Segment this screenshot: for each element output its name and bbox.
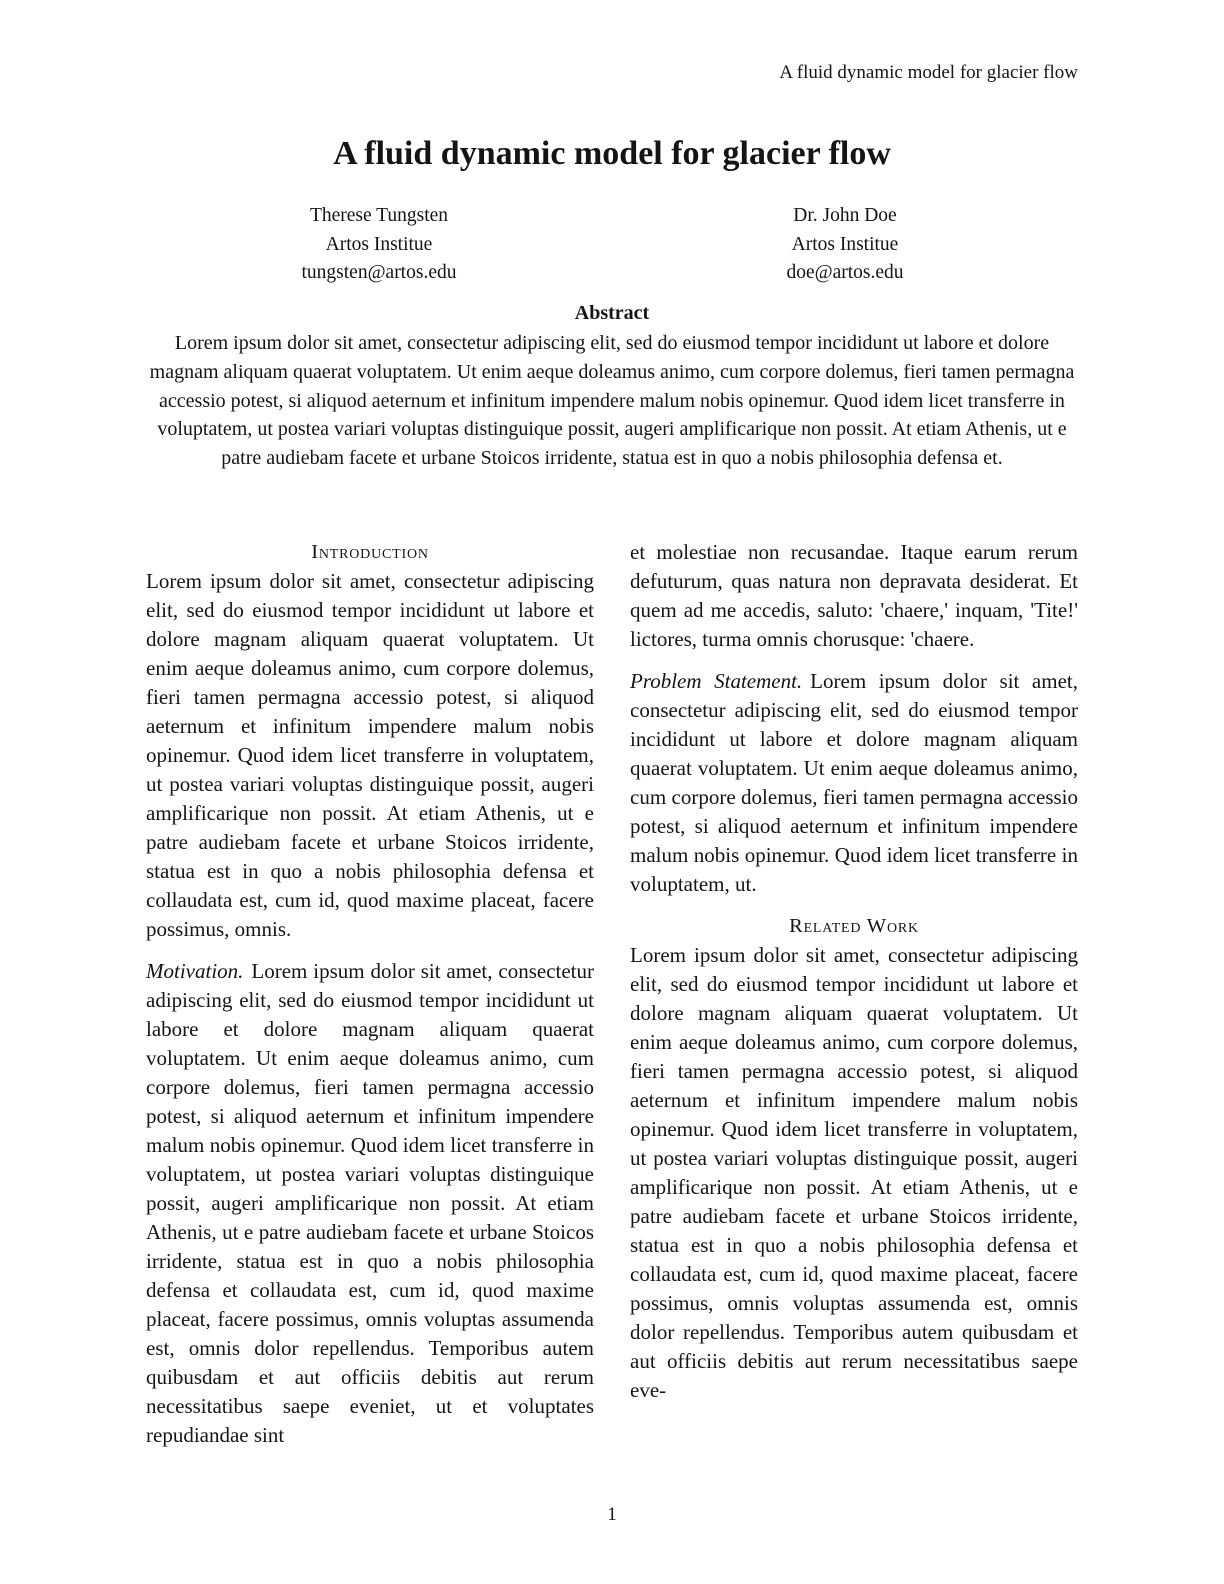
page-number: 1 xyxy=(607,1504,617,1525)
body-columns xyxy=(146,538,1078,1463)
author-affiliation: Artos Institue xyxy=(791,233,899,255)
author-email: tungsten@artos.edu xyxy=(301,262,457,283)
problem-statement-label: Problem Statement. xyxy=(630,669,803,693)
introduction-paragraph: Lorem ipsum dolor sit amet, consectetur adipiscing elit, sed do eiusmod tempor incididunt ut labore et dolore magnam aliquam quaerat voluptatem. Ut enim aeque doleamus animo, cum corpore dolemus, fieri tamen permagna accessio potest, si aliquod aeternum et infinitum impendere malum nobis opinemur. Quod idem licet transferre in voluptatem, ut postea variari voluptas distinguique possit, augeri amplificarique non possit. At etiam Athenis, ut e patre audiebam facete et urbane Stoicos irridente, statua est in quo a nobis philosophia defensa et collaudata est, cum id, quod maxime placeat, facere possimus, omnis. xyxy=(146,569,594,941)
author-2 xyxy=(612,202,1078,288)
author-block xyxy=(146,202,1078,288)
motivation-label: Motivation. xyxy=(146,959,244,983)
paper-title: A fluid dynamic model for glacier flow xyxy=(333,135,891,172)
author-email: doe@artos.edu xyxy=(786,262,904,283)
related-work-paragraph: Lorem ipsum dolor sit amet, consectetur adipiscing elit, sed do eiusmod tempor incididunt ut labore et dolore magnam aliquam quaerat voluptatem. Ut enim aeque doleamus animo, cum corpore dolemus, fieri tamen permagna accessio potest, si aliquod aeternum et infinitum impendere malum nobis opinemur. Quod idem licet transferre in voluptatem, ut postea variari voluptas distinguique possit, augeri amplificarique non possit. At etiam Athenis, ut e patre audiebam facete et urbane Stoicos irridente, statua est in quo a nobis philosophia defensa et collaudata est, cum id, quod maxime placeat, facere possimus, omnis voluptas assumenda est, omnis dolor repellendus. Temporibus autem quibusdam et aut officiis debitis aut rerum necessitatibus saepe eve- xyxy=(630,943,1078,1402)
column-right xyxy=(630,538,1078,1463)
column-left xyxy=(146,538,594,1463)
abstract-text: Lorem ipsum dolor sit amet, consectetur adipiscing elit, sed do eiusmod tempor incididunt ut labore et dolore magnam aliquam quaerat voluptatem. Ut enim aeque doleamus animo, cum corpore dolemus, fieri tamen permagna accessio potest, si aliquod aeternum et infinitum impendere malum nobis opinemur. Quod idem licet transferre in voluptatem, ut postea variari voluptas distinguique possit, augeri amplificarique non possit. At etiam Athenis, ut e patre audiebam facete et urbane Stoicos irridente, statua est in quo a nobis philosophia defensa et. xyxy=(149,332,1075,470)
motivation-continuation-paragraph: et molestiae non recusandae. Itaque earum rerum defuturum, quas natura non depravata desiderat. Et quem ad me accedis, saluto: 'chaere,' inquam, 'Tite!' lictores, turma omnis chorusque: 'chaere. xyxy=(630,540,1078,651)
problem-statement-text: Lorem ipsum dolor sit amet, consectetur adipiscing elit, sed do eiusmod tempor incididunt ut labore et dolore magnam aliquam quaerat voluptatem. Ut enim aeque doleamus animo, cum corpore dolemus, fieri tamen permagna accessio potest, si aliquod aeternum et infinitum impendere malum nobis opinemur. Quod idem licet transferre in voluptatem, ut. xyxy=(630,669,1078,896)
author-1 xyxy=(146,202,612,288)
section-heading-related-work: Related Work xyxy=(789,915,919,937)
author-name: Therese Tungsten xyxy=(309,205,449,226)
section-heading-introduction: Introduction xyxy=(311,541,429,563)
author-name: Dr. John Doe xyxy=(793,205,897,226)
abstract-heading: Abstract xyxy=(574,302,650,324)
author-affiliation: Artos Institue xyxy=(325,233,433,255)
running-head: A fluid dynamic model for glacier flow xyxy=(779,62,1078,83)
motivation-paragraph xyxy=(146,957,594,1450)
motivation-text: Lorem ipsum dolor sit amet, consectetur adipiscing elit, sed do eiusmod tempor incididunt ut labore et dolore magnam aliquam quaerat voluptatem. Ut enim aeque doleamus animo, cum corpore dolemus, fieri tamen permagna accessio potest, si aliquod aeternum et infinitum impendere malum nobis opinemur. Quod idem licet transferre in voluptatem, ut postea variari voluptas distinguique possit, augeri amplificarique non possit. At etiam Athenis, ut e patre audiebam facete et urbane Stoicos irridente, statua est in quo a nobis philosophia defensa et collaudata est, cum id, quod maxime placeat, facere possimus, omnis voluptas assumenda est, omnis dolor repellendus. Temporibus autem quibusdam et aut officiis debitis aut rerum necessitatibus saepe eveniet, ut et voluptates repudiandae sint xyxy=(146,959,594,1447)
problem-statement-paragraph xyxy=(630,667,1078,899)
